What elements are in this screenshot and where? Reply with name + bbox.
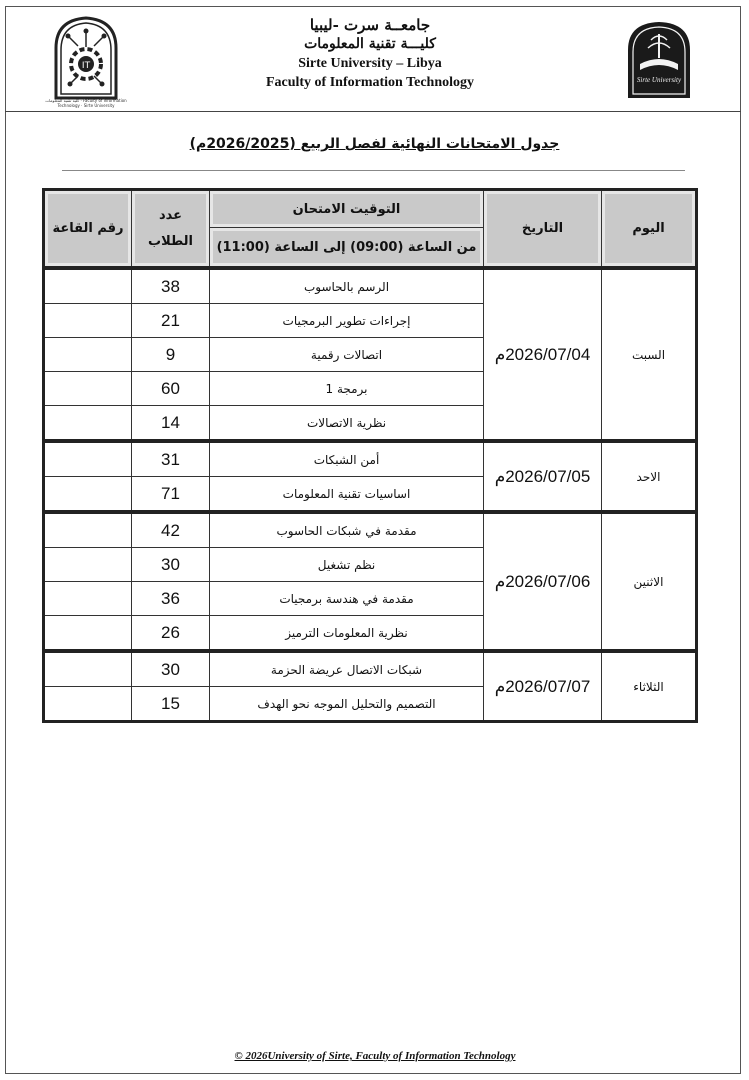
page-header [0, 0, 749, 112]
student-count-cell: 9 [132, 338, 210, 372]
day-cell: الاحد [602, 441, 697, 512]
student-count-cell: 38 [132, 268, 210, 304]
date-cell: 2026/07/06م [484, 512, 602, 651]
faculty-name-en: Faculty of Information Technology [265, 75, 475, 90]
footer-copyright: © 2026University of Sirte, Faculty of Information Technology [234, 1050, 516, 1062]
day-cell: الاثنين [602, 512, 697, 651]
header-day: اليوم [602, 190, 697, 269]
svg-text:IT: IT [81, 61, 91, 71]
header-time: التوقيت الامتحان [210, 190, 484, 228]
header-count-line1: عدد [158, 207, 183, 223]
room-cell [44, 406, 132, 442]
faculty-logo-icon [48, 14, 124, 100]
header-room: رقم القاعة [44, 190, 132, 269]
header-count-line2: الطلاب [148, 233, 193, 249]
table-row [44, 651, 697, 687]
date-cell: 2026/07/07م [484, 651, 602, 722]
room-cell [44, 512, 132, 548]
student-count-cell: 26 [132, 616, 210, 652]
subject-cell: أمن الشبكات [210, 441, 484, 477]
subject-cell: إجراءات تطوير البرمجيات [210, 304, 484, 338]
university-logo-icon [624, 20, 694, 100]
subject-cell: نظرية المعلومات الترميز [210, 616, 484, 652]
subject-cell: نظم تشغيل [210, 548, 484, 582]
student-count-cell: 30 [132, 548, 210, 582]
room-cell [44, 304, 132, 338]
date-cell: 2026/07/04م [484, 268, 602, 441]
faculty-logo [45, 14, 127, 108]
university-name-ar: جامعــة سرت -ليبيا [309, 16, 431, 34]
document-title: جدول الامتحانات النهائية لفصل الربيع (2026/2025م) [189, 136, 560, 152]
table-row [44, 512, 697, 548]
subject-cell: التصميم والتحليل الموجه نحو الهدف [210, 687, 484, 722]
student-count-cell: 60 [132, 372, 210, 406]
room-cell [44, 372, 132, 406]
subject-cell: شبكات الاتصال عريضة الحزمة [210, 651, 484, 687]
institution-block [220, 16, 520, 92]
room-cell [44, 687, 132, 722]
student-count-cell: 71 [132, 477, 210, 513]
student-count-cell: 14 [132, 406, 210, 442]
student-count-cell: 31 [132, 441, 210, 477]
subject-cell: مقدمة في شبكات الحاسوب [210, 512, 484, 548]
day-cell: السبت [602, 268, 697, 441]
schedule-body [44, 268, 697, 722]
subject-cell: اساسيات تقنية المعلومات [210, 477, 484, 513]
room-cell [44, 582, 132, 616]
title-divider [62, 170, 685, 171]
faculty-logo-caption: كلية تقنية المعلومات · Faculty of Information Technology · Sirte University [45, 98, 127, 108]
student-count-cell: 42 [132, 512, 210, 548]
header-time-range: من الساعة (09:00) إلى الساعة (11:00) [210, 228, 484, 269]
room-cell [44, 338, 132, 372]
subject-cell: مقدمة في هندسة برمجيات [210, 582, 484, 616]
room-cell [44, 548, 132, 582]
table-row [44, 441, 697, 477]
room-cell [44, 441, 132, 477]
student-count-cell: 30 [132, 651, 210, 687]
university-logo-text: Sirte University [636, 76, 682, 84]
university-name-en: Sirte University – Libya [298, 56, 442, 71]
date-cell: 2026/07/05م [484, 441, 602, 512]
room-cell [44, 616, 132, 652]
day-cell: الثلاثاء [602, 651, 697, 722]
university-logo [624, 20, 694, 100]
subject-cell: اتصالات رقمية [210, 338, 484, 372]
student-count-cell: 21 [132, 304, 210, 338]
exam-schedule-table [42, 188, 698, 723]
student-count-cell: 36 [132, 582, 210, 616]
subject-cell: برمجة 1 [210, 372, 484, 406]
header-divider [5, 111, 741, 112]
header-date: التاريخ [484, 190, 602, 269]
subject-cell: نظرية الاتصالات [210, 406, 484, 442]
faculty-name-ar: كليـــة تقنية المعلومات [304, 36, 436, 52]
table-row [44, 268, 697, 304]
room-cell [44, 651, 132, 687]
room-cell [44, 477, 132, 513]
header-student-count [132, 190, 210, 269]
room-cell [44, 268, 132, 304]
subject-cell: الرسم بالحاسوب [210, 268, 484, 304]
student-count-cell: 15 [132, 687, 210, 722]
